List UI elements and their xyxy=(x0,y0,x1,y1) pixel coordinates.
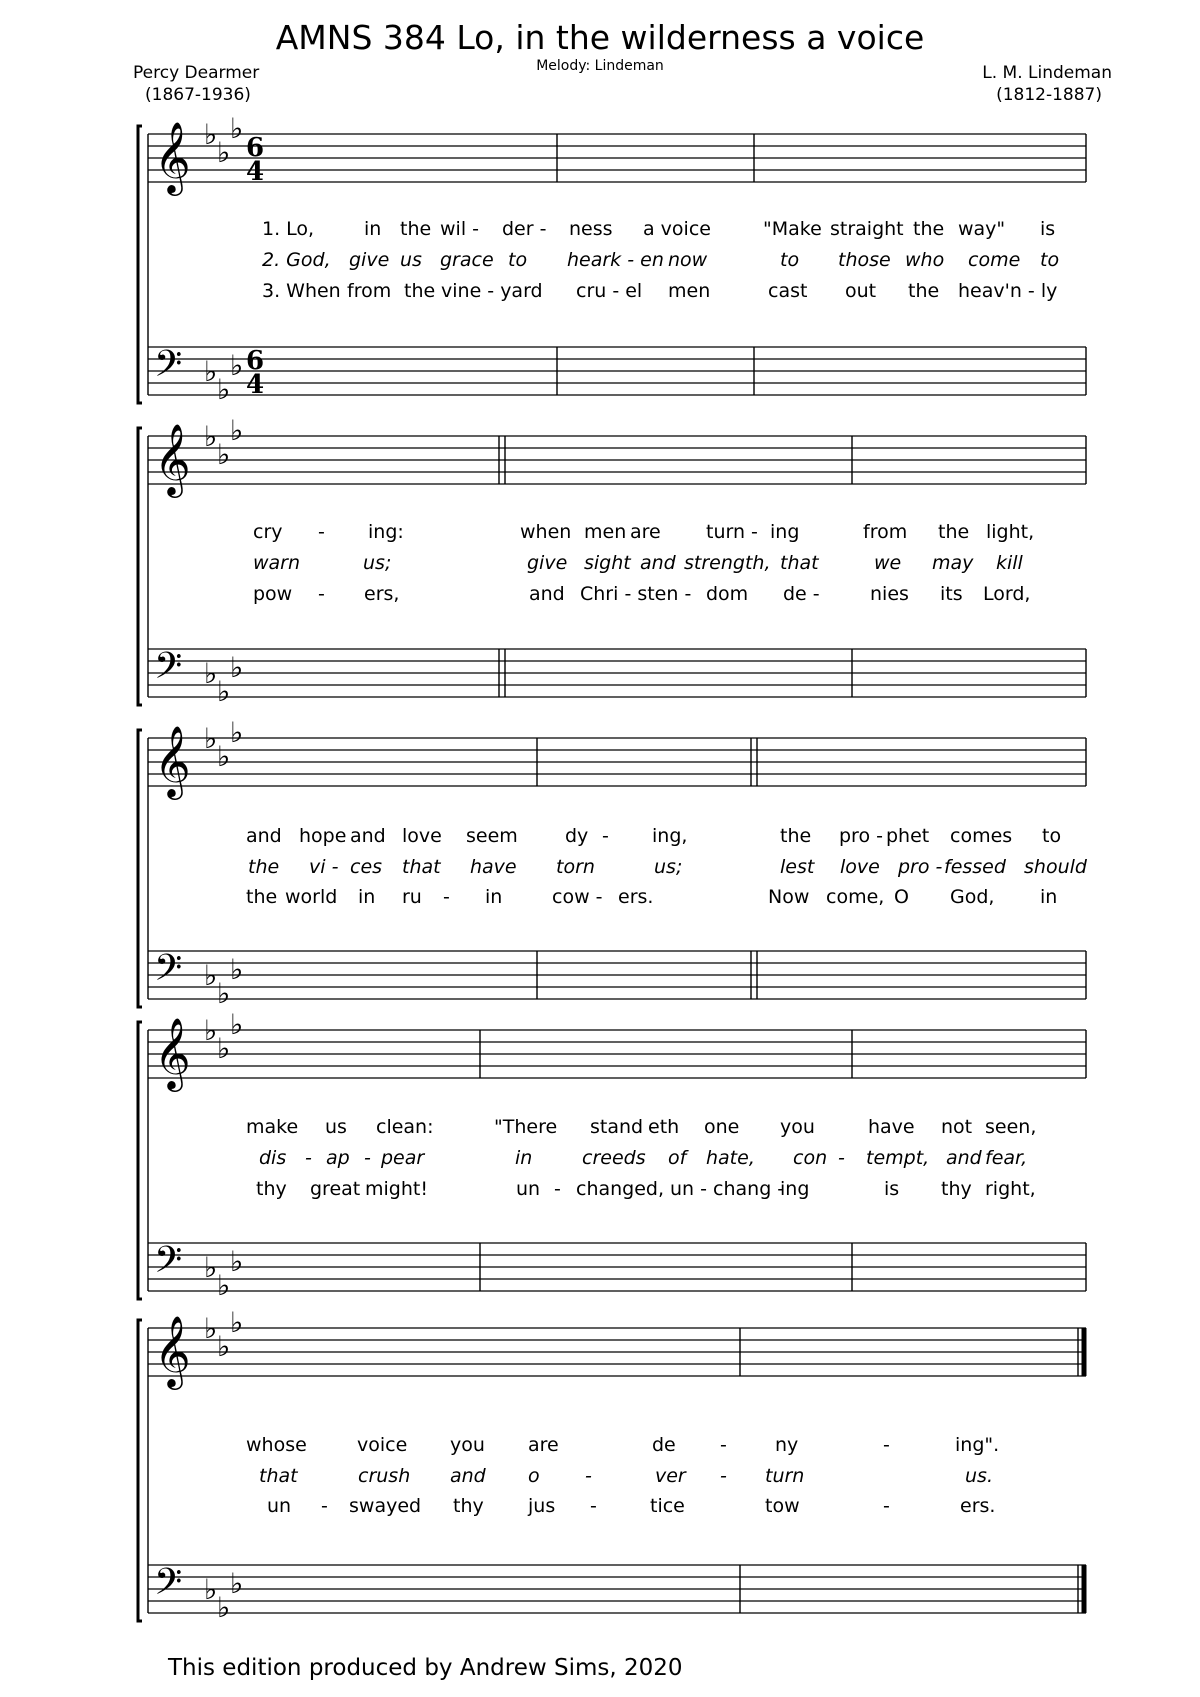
bass-clef: 𝄢 xyxy=(154,343,183,394)
lyric-syllable: comes xyxy=(950,825,1013,847)
lyric-syllable: dy xyxy=(565,825,589,847)
lyric-syllable: ers. xyxy=(618,886,654,908)
lyric-syllable: the xyxy=(938,521,970,543)
lyric-syllable: Chri - sten - xyxy=(580,583,692,605)
lyric-syllable: pear xyxy=(381,1147,425,1169)
lyric-syllable: are xyxy=(630,521,661,543)
lyric-syllable: torn xyxy=(556,856,595,878)
lyric-syllable: - xyxy=(318,521,325,543)
lyric-syllable: ing". xyxy=(955,1434,1000,1456)
lyric-syllable: that xyxy=(402,856,441,878)
lyric-syllable: ny xyxy=(775,1434,799,1456)
lyric-syllable: hope xyxy=(299,825,347,847)
lyric-syllable: clean: xyxy=(376,1116,434,1138)
lyric-syllable: love xyxy=(840,856,880,878)
lyric-syllable: con xyxy=(793,1147,828,1169)
lyric-syllable: nies xyxy=(870,583,909,605)
lyric-syllable: heav'n - ly xyxy=(958,280,1058,302)
flat-sign: ♭ xyxy=(204,657,218,690)
lyric-syllable: give xyxy=(527,552,568,574)
author-name: Percy Dearmer xyxy=(133,63,260,83)
lyric-syllable: - xyxy=(883,1495,890,1517)
bass-clef: 𝄢 xyxy=(154,645,183,696)
lyric-syllable: us; xyxy=(654,856,683,878)
lyric-syllable: and xyxy=(640,552,676,574)
lyric-syllable: pro - xyxy=(839,825,883,847)
lyric-syllable: pro - xyxy=(898,856,943,878)
lyric-syllable: - xyxy=(554,1178,561,1200)
lyric-syllable: now xyxy=(668,249,708,271)
lyric-syllable: to xyxy=(1042,825,1062,847)
lyric-syllable: in xyxy=(358,886,376,908)
lyric-syllable: is xyxy=(1040,218,1056,240)
lyric-syllable: ing, xyxy=(652,825,688,847)
lyric-syllable: - xyxy=(305,1147,312,1169)
time-signature-bottom: 4 xyxy=(246,370,265,400)
lyric-syllable: ap xyxy=(326,1147,350,1169)
lyric-syllable: - xyxy=(443,886,450,908)
lyric-syllable: ing xyxy=(780,1178,810,1200)
lyric-syllable: ness xyxy=(569,218,613,240)
lyric-syllable: us; xyxy=(363,552,392,574)
bass-clef: 𝄢 xyxy=(154,1239,183,1290)
lyric-syllable: God, xyxy=(950,886,995,908)
lyric-syllable: may xyxy=(932,552,974,574)
lyric-syllable: its xyxy=(940,583,963,605)
lyric-syllable: is xyxy=(884,1178,900,1200)
lyric-syllable: and xyxy=(946,1147,982,1169)
lyric-syllable: we xyxy=(874,552,902,574)
lyric-syllable: 3. When xyxy=(262,280,341,302)
lyric-syllable: turn xyxy=(765,1465,805,1487)
lyric-syllable: phet xyxy=(886,825,930,847)
lyric-syllable: the xyxy=(913,218,945,240)
lyric-syllable: cow - xyxy=(552,886,603,908)
treble-clef: 𝄞 xyxy=(154,422,191,495)
lyric-syllable: a voice xyxy=(643,218,711,240)
lyric-syllable: the xyxy=(404,280,436,302)
flat-sign: ♭ xyxy=(204,1573,218,1606)
lyric-syllable: - xyxy=(590,1495,597,1517)
lyric-syllable: strength, xyxy=(684,552,771,574)
lyric-syllable: have xyxy=(868,1116,915,1138)
lyric-syllable: dom xyxy=(706,583,749,605)
flat-sign: ♭ xyxy=(204,1014,218,1047)
flat-sign: ♭ xyxy=(204,1312,218,1345)
lyric-syllable: 1. Lo, xyxy=(262,218,315,240)
lyric-syllable: - xyxy=(838,1147,845,1169)
lyric-syllable: tempt, xyxy=(866,1147,930,1169)
system-bracket xyxy=(138,730,142,1007)
lyric-syllable: vine - yard xyxy=(441,280,543,302)
flat-sign: ♭ xyxy=(230,1245,244,1278)
composer-dates: (1812-1887) xyxy=(996,85,1102,105)
lyric-syllable: "Make xyxy=(763,218,822,240)
lyric-syllable: us xyxy=(400,249,422,271)
lyric-syllable: you xyxy=(780,1116,815,1138)
lyric-syllable: men xyxy=(668,280,711,302)
lyric-syllable: have xyxy=(470,856,517,878)
lyric-syllable: to xyxy=(1040,249,1060,271)
time-signature-top: 6 xyxy=(246,346,265,376)
lyric-syllable: O xyxy=(894,886,909,908)
lyric-syllable: and xyxy=(246,825,282,847)
flat-sign: ♭ xyxy=(204,355,218,388)
time-signature-top: 6 xyxy=(246,133,265,163)
lyric-syllable: changed, xyxy=(576,1178,665,1200)
lyric-syllable: cry xyxy=(253,521,283,543)
lyric-syllable: ers, xyxy=(364,583,400,605)
system-bracket xyxy=(138,1320,142,1621)
lyric-syllable: ers. xyxy=(960,1495,996,1517)
lyric-syllable: un - chang - xyxy=(670,1178,785,1200)
flat-sign: ♭ xyxy=(230,349,244,382)
bass-clef: 𝄢 xyxy=(154,1561,183,1612)
lyric-syllable: kill xyxy=(996,552,1023,574)
lyric-syllable: out xyxy=(845,280,877,302)
flat-sign: ♭ xyxy=(204,959,218,992)
treble-clef: 𝄞 xyxy=(154,724,191,797)
lyric-syllable: not xyxy=(941,1116,973,1138)
lyric-syllable: in xyxy=(1040,886,1058,908)
lyric-syllable: great xyxy=(310,1178,361,1200)
system-bracket xyxy=(138,428,142,705)
lyric-syllable: der - xyxy=(502,218,547,240)
flat-sign: ♭ xyxy=(230,953,244,986)
lyric-syllable: grace xyxy=(440,249,494,271)
lyric-syllable: - xyxy=(720,1434,727,1456)
lyric-syllable: light, xyxy=(986,521,1035,543)
lyric-syllable: sight xyxy=(584,552,631,574)
lyric-syllable: dis xyxy=(259,1147,287,1169)
hymn-title: AMNS 384 Lo, in the wilderness a voice xyxy=(275,18,925,57)
lyric-syllable: eth xyxy=(648,1116,680,1138)
lyric-syllable: who xyxy=(905,249,945,271)
lyric-syllable: should xyxy=(1024,856,1087,878)
lyric-syllable: thy xyxy=(256,1178,287,1200)
flat-sign: ♭ xyxy=(230,716,244,749)
lyric-syllable: cast xyxy=(768,280,808,302)
flat-sign: ♭ xyxy=(204,722,218,755)
flat-sign: ♭ xyxy=(204,420,218,453)
flat-sign: ♭ xyxy=(217,1330,231,1363)
lyric-syllable: voice xyxy=(357,1434,408,1456)
flat-sign: ♭ xyxy=(217,438,231,471)
lyric-syllable: - xyxy=(318,583,325,605)
lyric-syllable: the xyxy=(400,218,432,240)
treble-clef: 𝄞 xyxy=(154,1016,191,1089)
lyric-syllable: that xyxy=(780,552,819,574)
lyric-syllable: de xyxy=(652,1434,676,1456)
flat-sign: ♭ xyxy=(217,1269,231,1302)
lyric-syllable: those xyxy=(838,249,891,271)
composer-name: L. M. Lindeman xyxy=(982,63,1112,83)
lyric-syllable: seem xyxy=(466,825,518,847)
lyric-syllable: o xyxy=(528,1465,540,1487)
flat-sign: ♭ xyxy=(217,373,231,406)
flat-sign: ♭ xyxy=(230,112,244,145)
lyric-syllable: of xyxy=(668,1147,687,1169)
lyric-syllable: ru xyxy=(402,886,422,908)
system-bracket xyxy=(138,126,142,403)
lyric-syllable: might! xyxy=(365,1178,428,1200)
lyric-syllable: 2. God, xyxy=(262,249,331,271)
lyric-syllable: and xyxy=(350,825,386,847)
treble-clef: 𝄞 xyxy=(154,120,191,193)
lyric-syllable: tice xyxy=(650,1495,685,1517)
lyric-syllable: "There xyxy=(494,1116,558,1138)
lyric-syllable: right, xyxy=(985,1178,1036,1200)
lyric-syllable: tow xyxy=(765,1495,800,1517)
lyric-syllable: and xyxy=(529,583,565,605)
melody-credit: Melody: Lindeman xyxy=(536,58,664,74)
lyric-syllable: vi - xyxy=(309,856,339,878)
flat-sign: ♭ xyxy=(217,1591,231,1624)
lyric-syllable: - xyxy=(321,1495,328,1517)
lyric-syllable: straight xyxy=(830,218,904,240)
lyric-syllable: wil - xyxy=(440,218,479,240)
flat-sign: ♭ xyxy=(217,136,231,169)
lyric-syllable: crush xyxy=(358,1465,411,1487)
lyric-syllable: warn xyxy=(253,552,301,574)
lyric-syllable: - xyxy=(585,1465,592,1487)
lyric-syllable: the xyxy=(246,886,278,908)
lyric-syllable: give xyxy=(349,249,390,271)
bass-clef: 𝄢 xyxy=(154,947,183,998)
lyric-syllable: the xyxy=(248,856,280,878)
lyric-syllable: ing: xyxy=(368,521,404,543)
flat-sign: ♭ xyxy=(217,740,231,773)
lyric-syllable: the xyxy=(780,825,812,847)
lyric-syllable: love xyxy=(402,825,442,847)
lyric-syllable: one xyxy=(704,1116,740,1138)
lyric-syllable: - xyxy=(602,825,609,847)
lyric-syllable: - xyxy=(883,1434,890,1456)
flat-sign: ♭ xyxy=(230,414,244,447)
lyric-syllable: in xyxy=(364,218,382,240)
lyric-syllable: un xyxy=(516,1178,541,1200)
lyric-syllable: us xyxy=(325,1116,347,1138)
lyric-syllable: creeds xyxy=(582,1147,646,1169)
lyric-syllable: heark - en xyxy=(567,249,664,271)
system-bracket xyxy=(138,1022,142,1299)
flat-sign: ♭ xyxy=(217,977,231,1010)
lyric-syllable: stand - xyxy=(590,1116,656,1138)
flat-sign: ♭ xyxy=(204,118,218,151)
lyric-syllable: world xyxy=(285,886,338,908)
flat-sign: ♭ xyxy=(204,1251,218,1284)
lyric-syllable: in xyxy=(485,886,503,908)
flat-sign: ♭ xyxy=(230,651,244,684)
lyric-syllable: pow xyxy=(253,583,293,605)
lyric-syllable: hate, xyxy=(706,1147,755,1169)
flat-sign: ♭ xyxy=(217,675,231,708)
lyric-syllable: whose xyxy=(246,1434,307,1456)
lyric-syllable: ver xyxy=(655,1465,686,1487)
edition-credit: This edition produced by Andrew Sims, 2020 xyxy=(168,1655,683,1681)
lyric-syllable: way" xyxy=(958,218,1006,240)
lyric-syllable: un xyxy=(267,1495,292,1517)
lyric-syllable: thy xyxy=(941,1178,972,1200)
flat-sign: ♭ xyxy=(230,1567,244,1600)
lyric-syllable: swayed xyxy=(349,1495,422,1517)
lyric-syllable: the xyxy=(908,280,940,302)
lyric-syllable: ing xyxy=(770,521,800,543)
lyric-syllable: are xyxy=(528,1434,559,1456)
lyric-syllable: men xyxy=(584,521,627,543)
lyric-syllable: cru - el xyxy=(576,280,643,302)
lyric-syllable: to xyxy=(508,249,528,271)
lyric-syllable: turn - xyxy=(706,521,758,543)
treble-clef: 𝄞 xyxy=(154,1314,191,1387)
flat-sign: ♭ xyxy=(230,1306,244,1339)
lyric-syllable: de - xyxy=(783,583,820,605)
lyric-syllable: from xyxy=(863,521,908,543)
lyric-syllable: Lord, xyxy=(983,583,1031,605)
lyric-syllable: come xyxy=(968,249,1021,271)
lyric-syllable: Now xyxy=(768,886,810,908)
lyric-syllable: thy xyxy=(453,1495,484,1517)
lyric-syllable: us. xyxy=(965,1465,993,1487)
lyric-syllable: - xyxy=(364,1147,371,1169)
lyric-syllable: fessed xyxy=(944,856,1006,878)
lyric-syllable: come, xyxy=(826,886,885,908)
lyric-syllable: when xyxy=(520,521,572,543)
lyric-syllable: from xyxy=(347,280,392,302)
lyric-syllable: - xyxy=(720,1465,727,1487)
time-signature-bottom: 4 xyxy=(246,157,265,187)
lyric-syllable: you xyxy=(450,1434,485,1456)
lyric-syllable: in xyxy=(515,1147,533,1169)
lyric-syllable: and xyxy=(450,1465,486,1487)
lyric-syllable: to xyxy=(780,249,800,271)
lyric-syllable: jus xyxy=(528,1495,556,1517)
flat-sign: ♭ xyxy=(217,1032,231,1065)
lyric-syllable: that xyxy=(259,1465,298,1487)
lyric-syllable: fear, xyxy=(985,1147,1028,1169)
lyric-syllable: ces xyxy=(350,856,383,878)
lyric-syllable: lest xyxy=(780,856,815,878)
lyric-syllable: seen, xyxy=(985,1116,1037,1138)
flat-sign: ♭ xyxy=(230,1008,244,1041)
author-dates: (1867-1936) xyxy=(145,85,251,105)
lyric-syllable: make xyxy=(246,1116,299,1138)
